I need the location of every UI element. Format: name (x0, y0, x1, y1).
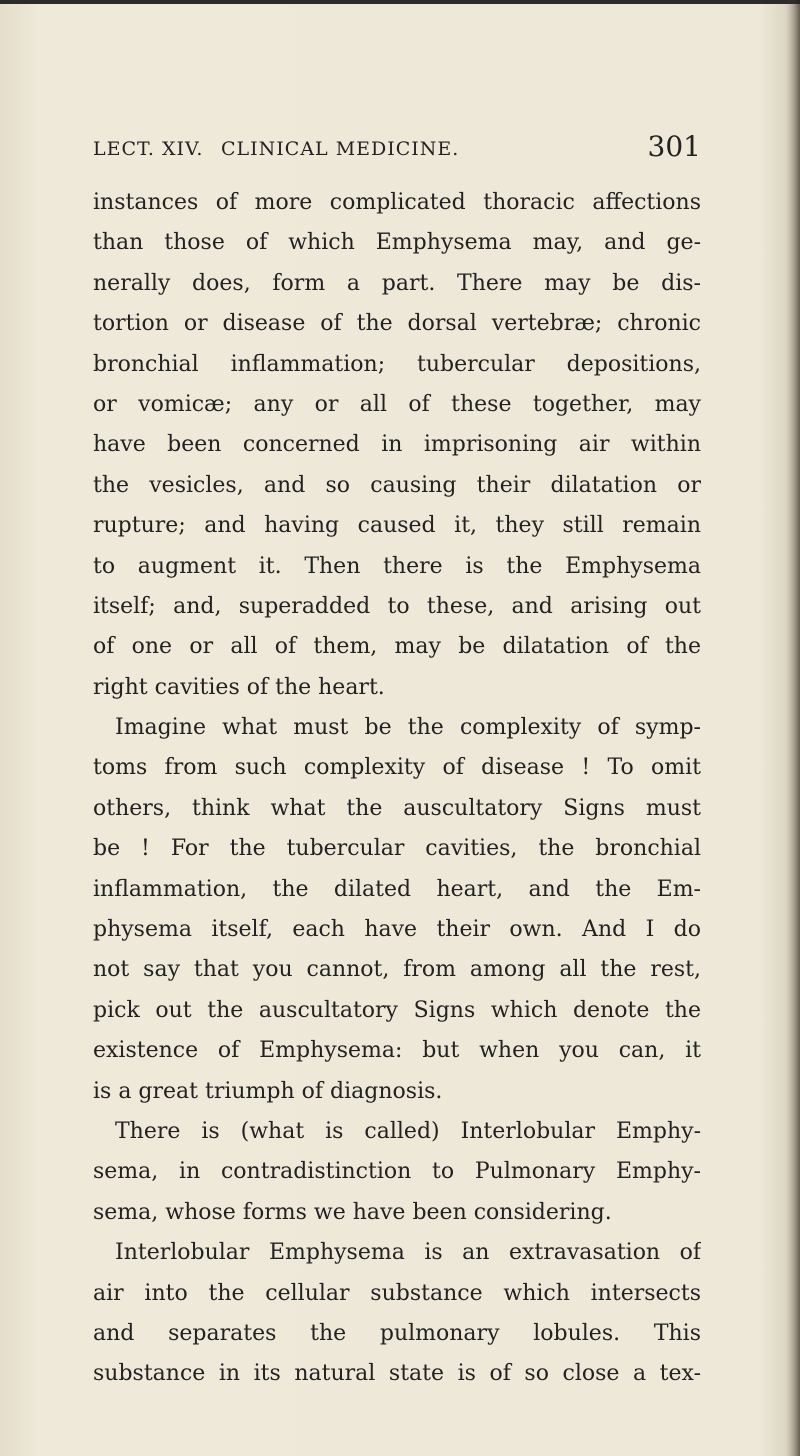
page-top-edge (0, 0, 800, 4)
text-line: rupture; and having caused it, they still remain (93, 513, 701, 539)
text-line: nerally does, form a part. There may be dis- (93, 270, 701, 296)
text-line: toms from such complexity of disease ! To omit (93, 755, 701, 781)
header-title: CLINICAL MEDICINE. (221, 138, 460, 160)
page-number: 301 (647, 130, 701, 163)
text-line: tortion or disease of the dorsal vertebræ; chronic (93, 311, 701, 337)
text-line: physema itself, each have their own. And I do (93, 917, 701, 943)
text-line: of one or all of them, may be dilatation of the (93, 634, 701, 660)
text-line: and separates the pulmonary lobules. This (93, 1320, 701, 1346)
text-line: existence of Emphysema: but when you can, it (93, 1038, 701, 1064)
text-line: inflammation, the dilated heart, and the Em- (93, 876, 701, 902)
text-line: substance in its natural state is of so close a tex- (93, 1361, 701, 1387)
text-line: have been concerned in imprisoning air within (93, 432, 701, 458)
header-lecture: LECT. XIV. (93, 138, 204, 160)
running-header (93, 130, 701, 168)
text-line: to augment it. Then there is the Emphysema (93, 553, 701, 579)
text-line: sema, in contradistinction to Pulmonary Emphy- (93, 1159, 701, 1185)
text-line: Imagine what must be the complexity of symp- (115, 715, 701, 741)
text-line: itself; and, superadded to these, and arising out (93, 593, 701, 619)
text-line: than those of which Emphysema may, and ge- (93, 230, 701, 256)
text-line: instances of more complicated thoracic affections (93, 190, 701, 215)
text-line: air into the cellular substance which intersects (93, 1280, 701, 1306)
page-gutter-shadow (786, 0, 800, 1456)
text-line: Interlobular Emphysema is an extravasation of (115, 1240, 701, 1266)
text-line: be ! For the tubercular cavities, the bronchial (93, 836, 701, 862)
text-line: pick out the auscultatory Signs which denote the (93, 997, 701, 1023)
text-line: or vomicæ; any or all of these together, may (93, 391, 701, 417)
text-line: others, think what the auscultatory Signs must (93, 795, 701, 821)
text-line: the vesicles, and so causing their dilatation or (93, 472, 701, 498)
text-line: sema, whose forms we have been considering. (93, 1199, 612, 1225)
text-line: bronchial inflammation; tubercular depositions, (93, 351, 701, 377)
body-text (93, 183, 701, 1395)
text-line: is a great triumph of diagnosis. (93, 1078, 443, 1104)
text-line: There is (what is called) Interlobular Emphy- (115, 1118, 701, 1144)
text-line: right cavities of the heart. (93, 674, 385, 700)
text-line: not say that you cannot, from among all the rest, (93, 957, 701, 983)
